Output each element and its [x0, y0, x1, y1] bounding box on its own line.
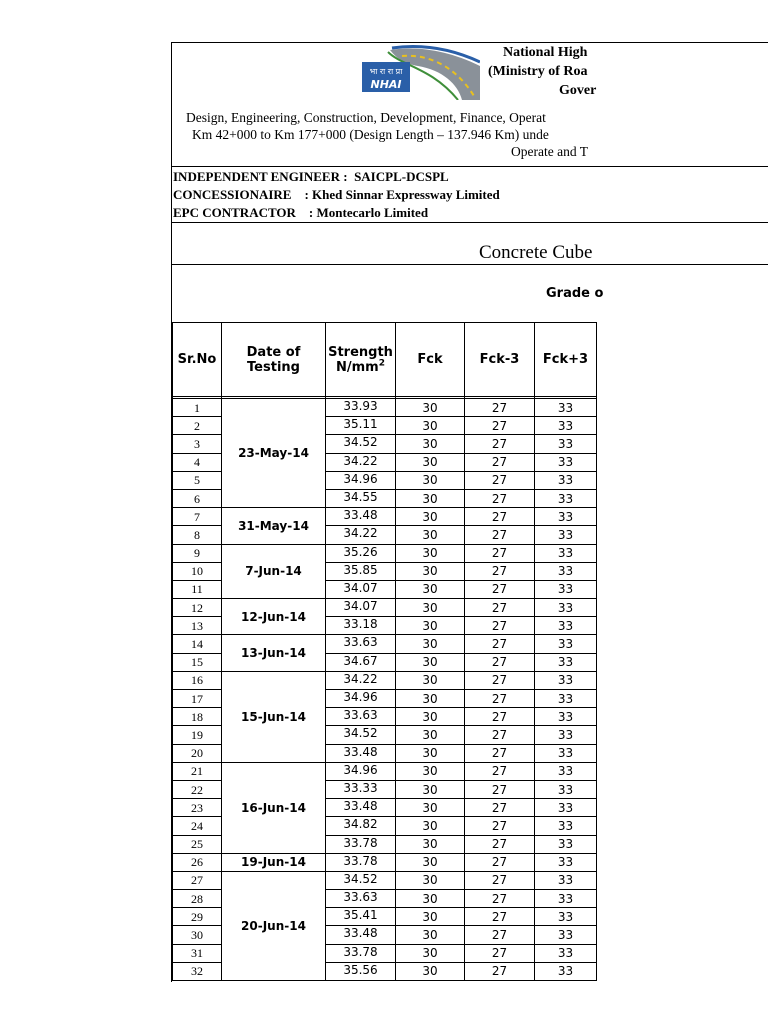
cell-date: 7-Jun-14 [222, 544, 326, 599]
cell-strength: 35.56 [326, 962, 396, 980]
cell-fck-plus-3: 33 [535, 599, 597, 617]
cell-fck-plus-3: 33 [535, 690, 597, 708]
table-row [173, 599, 597, 617]
cell-fck-minus-3: 27 [465, 562, 535, 580]
cell-sr: 12 [173, 599, 222, 617]
cell-fck-plus-3: 33 [535, 417, 597, 435]
cell-strength: 34.96 [326, 690, 396, 708]
cell-fck: 30 [396, 453, 465, 471]
cell-fck-minus-3: 27 [465, 799, 535, 817]
cell-strength: 35.85 [326, 562, 396, 580]
table-row [173, 671, 597, 689]
cell-fck: 30 [396, 726, 465, 744]
cell-fck-minus-3: 27 [465, 508, 535, 526]
cell-fck-plus-3: 33 [535, 580, 597, 598]
cube-results-table [172, 322, 597, 981]
cell-strength: 34.96 [326, 471, 396, 489]
parties-top-divider [171, 166, 768, 167]
cell-sr: 24 [173, 817, 222, 835]
cell-strength: 35.41 [326, 908, 396, 926]
org-line-3: Gover [559, 83, 597, 98]
cell-fck-plus-3: 33 [535, 526, 597, 544]
cell-fck-minus-3: 27 [465, 908, 535, 926]
cell-fck-minus-3: 27 [465, 726, 535, 744]
cell-fck: 30 [396, 853, 465, 871]
cell-strength: 34.52 [326, 435, 396, 453]
cell-strength: 34.22 [326, 526, 396, 544]
cell-fck-minus-3: 27 [465, 417, 535, 435]
cell-sr: 7 [173, 508, 222, 526]
cell-fck-minus-3: 27 [465, 762, 535, 780]
cell-fck-minus-3: 27 [465, 544, 535, 562]
cell-fck-minus-3: 27 [465, 471, 535, 489]
cell-sr: 11 [173, 580, 222, 598]
col-header-fck: Fck [396, 323, 465, 397]
cell-fck-plus-3: 33 [535, 780, 597, 798]
cell-fck-plus-3: 33 [535, 871, 597, 889]
cell-fck-minus-3: 27 [465, 635, 535, 653]
cell-fck: 30 [396, 926, 465, 944]
cell-fck-plus-3: 33 [535, 653, 597, 671]
cell-fck: 30 [396, 417, 465, 435]
cell-strength: 34.52 [326, 726, 396, 744]
cell-fck-plus-3: 33 [535, 435, 597, 453]
cell-fck-plus-3: 33 [535, 890, 597, 908]
project-line-1: Design, Engineering, Construction, Development, Finance, Operat [186, 110, 546, 125]
grade-label: Grade o [546, 286, 604, 301]
cell-sr: 14 [173, 635, 222, 653]
cell-fck-plus-3: 33 [535, 726, 597, 744]
cell-fck-minus-3: 27 [465, 399, 535, 417]
cell-sr: 28 [173, 890, 222, 908]
cell-fck-minus-3: 27 [465, 835, 535, 853]
cell-fck-plus-3: 33 [535, 471, 597, 489]
cell-fck-minus-3: 27 [465, 453, 535, 471]
nhai-logo [362, 44, 480, 100]
cell-fck: 30 [396, 508, 465, 526]
cell-fck: 30 [396, 944, 465, 962]
col-header-strength [326, 323, 396, 397]
cell-fck-minus-3: 27 [465, 708, 535, 726]
cell-fck-minus-3: 27 [465, 671, 535, 689]
cell-fck: 30 [396, 908, 465, 926]
col-header-strength-sup: 2 [378, 358, 385, 369]
cell-fck-minus-3: 27 [465, 962, 535, 980]
cell-date: 16-Jun-14 [222, 762, 326, 853]
cell-fck: 30 [396, 962, 465, 980]
cell-fck-minus-3: 27 [465, 489, 535, 507]
table-header-row [173, 323, 597, 397]
cell-strength: 34.67 [326, 653, 396, 671]
cell-fck: 30 [396, 871, 465, 889]
table-row [173, 544, 597, 562]
cell-fck: 30 [396, 526, 465, 544]
cell-fck: 30 [396, 562, 465, 580]
table-row [173, 635, 597, 653]
cell-strength: 34.22 [326, 671, 396, 689]
cell-strength: 33.93 [326, 399, 396, 417]
col-header-sr: Sr.No [173, 323, 222, 397]
org-line-2: (Ministry of Roa [488, 64, 588, 79]
table-body [173, 399, 597, 981]
cell-sr: 17 [173, 690, 222, 708]
cell-strength: 34.07 [326, 599, 396, 617]
cell-fck-plus-3: 33 [535, 635, 597, 653]
epc-contractor: EPC CONTRACTOR : Montecarlo Limited [173, 205, 429, 220]
cell-fck-minus-3: 27 [465, 690, 535, 708]
cell-fck-minus-3: 27 [465, 617, 535, 635]
cell-fck-minus-3: 27 [465, 599, 535, 617]
table-row [173, 508, 597, 526]
cell-fck-plus-3: 33 [535, 671, 597, 689]
cell-strength: 33.63 [326, 635, 396, 653]
cell-fck-plus-3: 33 [535, 835, 597, 853]
logo-hindi-text: भा रा रा प्रा [369, 67, 403, 76]
table-row [173, 853, 597, 871]
cell-fck: 30 [396, 671, 465, 689]
cell-fck-plus-3: 33 [535, 744, 597, 762]
cell-fck-plus-3: 33 [535, 562, 597, 580]
cell-sr: 5 [173, 471, 222, 489]
cell-sr: 20 [173, 744, 222, 762]
cell-strength: 34.55 [326, 489, 396, 507]
cell-fck: 30 [396, 890, 465, 908]
cell-fck-plus-3: 33 [535, 489, 597, 507]
concessionaire: CONCESSIONAIRE : Khed Sinnar Expressway Limited [173, 187, 500, 202]
cell-fck-plus-3: 33 [535, 853, 597, 871]
cell-fck: 30 [396, 544, 465, 562]
col-header-fck-plus-3: Fck+3 [535, 323, 597, 397]
cell-fck-plus-3: 33 [535, 399, 597, 417]
cell-fck: 30 [396, 780, 465, 798]
frame-top-border [171, 42, 768, 43]
cell-sr: 4 [173, 453, 222, 471]
org-line-1: National High [503, 45, 588, 60]
cell-sr: 32 [173, 962, 222, 980]
cell-strength: 33.18 [326, 617, 396, 635]
cell-date: 13-Jun-14 [222, 635, 326, 671]
table-row [173, 762, 597, 780]
cell-sr: 6 [173, 489, 222, 507]
cell-fck-plus-3: 33 [535, 926, 597, 944]
table-row [173, 399, 597, 417]
cell-date: 20-Jun-14 [222, 871, 326, 980]
cell-strength: 33.48 [326, 744, 396, 762]
cell-strength: 34.96 [326, 762, 396, 780]
cell-strength: 33.63 [326, 708, 396, 726]
cell-strength: 33.48 [326, 508, 396, 526]
cell-date: 23-May-14 [222, 399, 326, 508]
cell-fck-plus-3: 33 [535, 817, 597, 835]
col-header-strength-label: Strength [328, 344, 393, 360]
cell-fck-minus-3: 27 [465, 817, 535, 835]
cell-strength: 33.48 [326, 799, 396, 817]
col-header-date-line1: Date of [246, 344, 301, 360]
cell-fck: 30 [396, 471, 465, 489]
cell-fck-plus-3: 33 [535, 944, 597, 962]
cell-fck-minus-3: 27 [465, 435, 535, 453]
cell-date: 15-Jun-14 [222, 671, 326, 762]
cell-sr: 29 [173, 908, 222, 926]
cell-sr: 1 [173, 399, 222, 417]
cell-sr: 2 [173, 417, 222, 435]
cell-strength: 33.78 [326, 853, 396, 871]
title-bottom-divider [171, 264, 768, 265]
cell-sr: 9 [173, 544, 222, 562]
table-row [173, 871, 597, 889]
independent-engineer: INDEPENDENT ENGINEER : SAICPL-DCSPL [173, 169, 449, 184]
cell-fck: 30 [396, 708, 465, 726]
cell-strength: 33.33 [326, 780, 396, 798]
parties-bottom-divider [171, 222, 768, 223]
cell-date: 31-May-14 [222, 508, 326, 544]
cell-fck-plus-3: 33 [535, 762, 597, 780]
cell-strength: 33.78 [326, 944, 396, 962]
cell-sr: 30 [173, 926, 222, 944]
cell-strength: 33.78 [326, 835, 396, 853]
cell-sr: 21 [173, 762, 222, 780]
cell-date: 19-Jun-14 [222, 853, 326, 871]
col-header-date-line2: Testing [247, 359, 300, 375]
cell-sr: 19 [173, 726, 222, 744]
cell-strength: 33.63 [326, 890, 396, 908]
col-header-strength-unit: N/mm [336, 359, 379, 375]
cell-sr: 31 [173, 944, 222, 962]
cell-strength: 34.82 [326, 817, 396, 835]
cell-sr: 22 [173, 780, 222, 798]
cell-sr: 16 [173, 671, 222, 689]
cell-fck-plus-3: 33 [535, 799, 597, 817]
cell-sr: 15 [173, 653, 222, 671]
project-line-2: Km 42+000 to Km 177+000 (Design Length – 137.946 Km) unde [192, 127, 549, 142]
cell-fck-plus-3: 33 [535, 708, 597, 726]
cell-fck-minus-3: 27 [465, 780, 535, 798]
cell-fck-plus-3: 33 [535, 908, 597, 926]
cell-fck: 30 [396, 799, 465, 817]
logo-nhai-text: NHAI [370, 78, 402, 91]
cell-fck-minus-3: 27 [465, 653, 535, 671]
cell-fck: 30 [396, 489, 465, 507]
cell-strength: 35.26 [326, 544, 396, 562]
cell-fck: 30 [396, 435, 465, 453]
cell-sr: 3 [173, 435, 222, 453]
cell-fck-minus-3: 27 [465, 871, 535, 889]
cell-fck-plus-3: 33 [535, 617, 597, 635]
cell-fck-minus-3: 27 [465, 890, 535, 908]
cell-fck: 30 [396, 817, 465, 835]
cell-fck-plus-3: 33 [535, 962, 597, 980]
cell-strength: 33.48 [326, 926, 396, 944]
cell-strength: 35.11 [326, 417, 396, 435]
page-title: Concrete Cube [479, 242, 593, 263]
cell-fck-plus-3: 33 [535, 544, 597, 562]
cell-fck-minus-3: 27 [465, 853, 535, 871]
cell-fck-minus-3: 27 [465, 526, 535, 544]
cell-sr: 25 [173, 835, 222, 853]
cell-sr: 13 [173, 617, 222, 635]
cell-fck-minus-3: 27 [465, 944, 535, 962]
col-header-fck-minus-3: Fck-3 [465, 323, 535, 397]
cell-fck: 30 [396, 635, 465, 653]
cell-fck: 30 [396, 580, 465, 598]
cell-strength: 34.52 [326, 871, 396, 889]
cell-fck: 30 [396, 835, 465, 853]
col-header-date [222, 323, 326, 397]
cell-sr: 10 [173, 562, 222, 580]
cell-fck: 30 [396, 690, 465, 708]
cell-sr: 18 [173, 708, 222, 726]
cell-sr: 8 [173, 526, 222, 544]
cell-sr: 27 [173, 871, 222, 889]
cell-sr: 23 [173, 799, 222, 817]
project-line-3: Operate and T [511, 144, 588, 159]
cell-strength: 34.07 [326, 580, 396, 598]
cell-fck: 30 [396, 762, 465, 780]
cell-strength: 34.22 [326, 453, 396, 471]
cell-fck-minus-3: 27 [465, 926, 535, 944]
cell-fck: 30 [396, 744, 465, 762]
cell-fck-minus-3: 27 [465, 744, 535, 762]
cell-fck-plus-3: 33 [535, 508, 597, 526]
cell-fck-minus-3: 27 [465, 580, 535, 598]
cell-sr: 26 [173, 853, 222, 871]
cell-fck-plus-3: 33 [535, 453, 597, 471]
cell-fck: 30 [396, 599, 465, 617]
cell-fck: 30 [396, 399, 465, 417]
cell-date: 12-Jun-14 [222, 599, 326, 635]
cell-fck: 30 [396, 653, 465, 671]
cell-fck: 30 [396, 617, 465, 635]
